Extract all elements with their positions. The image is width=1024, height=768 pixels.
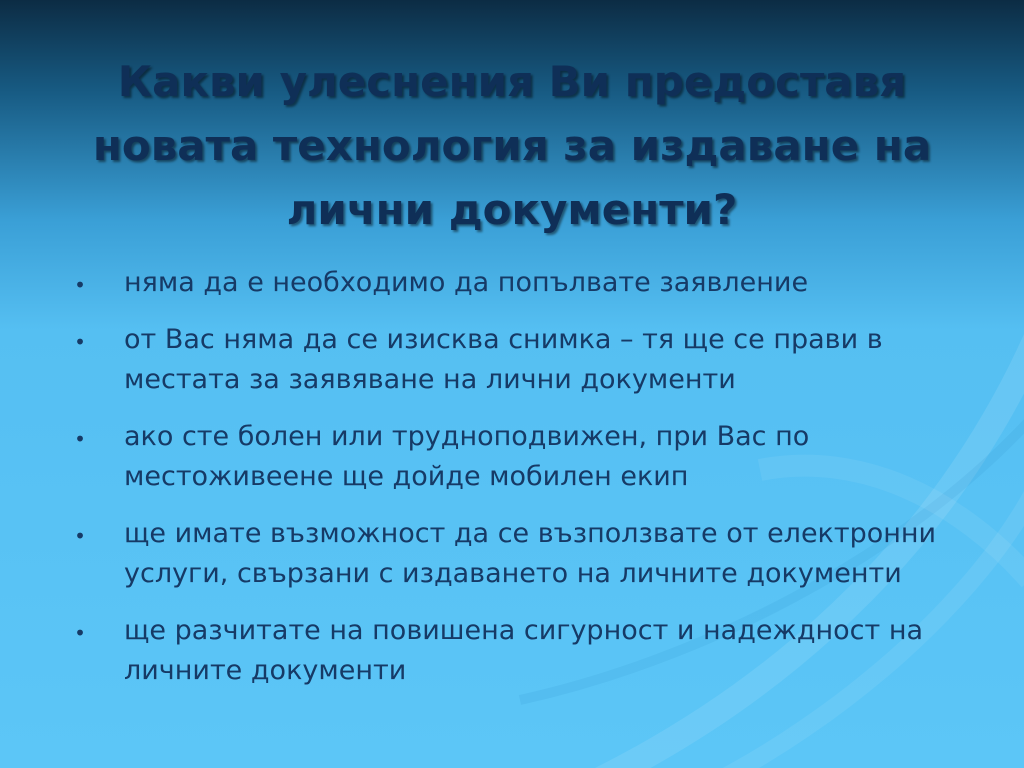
bullet-icon: •: [74, 273, 86, 297]
bullet-icon: •: [74, 427, 86, 451]
bullet-item-2: [70, 320, 980, 400]
bullet-text-1: няма да е необходимо да попълвате заявление: [124, 267, 809, 298]
bullet-text-5: ще разчитате на повишена сигурност и надеждност на личните документи: [124, 615, 924, 686]
bullet-text-3: ако сте болен или трудноподвижен, при Вас по местоживеене ще дойде мобилен екип: [124, 421, 810, 492]
bullet-text-4: ще имате възможност да се възползвате от електронни услуги, свързани с издаването на личните документи: [124, 518, 937, 589]
bullet-item-3: [70, 417, 980, 497]
bullet-icon: •: [74, 524, 86, 548]
bullet-item-5: [70, 611, 980, 691]
bullet-list: [70, 263, 980, 708]
bullet-text-2: от Вас няма да се изисква снимка – тя ще се прави в местата за заявяване на лични документи: [124, 324, 883, 395]
bullet-icon: •: [74, 330, 86, 354]
bullet-item-1: [70, 263, 980, 303]
slide-title: Какви улеснения Ви предоставя новата технология за издаване на лични документи?: [92, 57, 932, 234]
bullet-item-4: [70, 514, 980, 594]
bullet-icon: •: [74, 621, 86, 645]
